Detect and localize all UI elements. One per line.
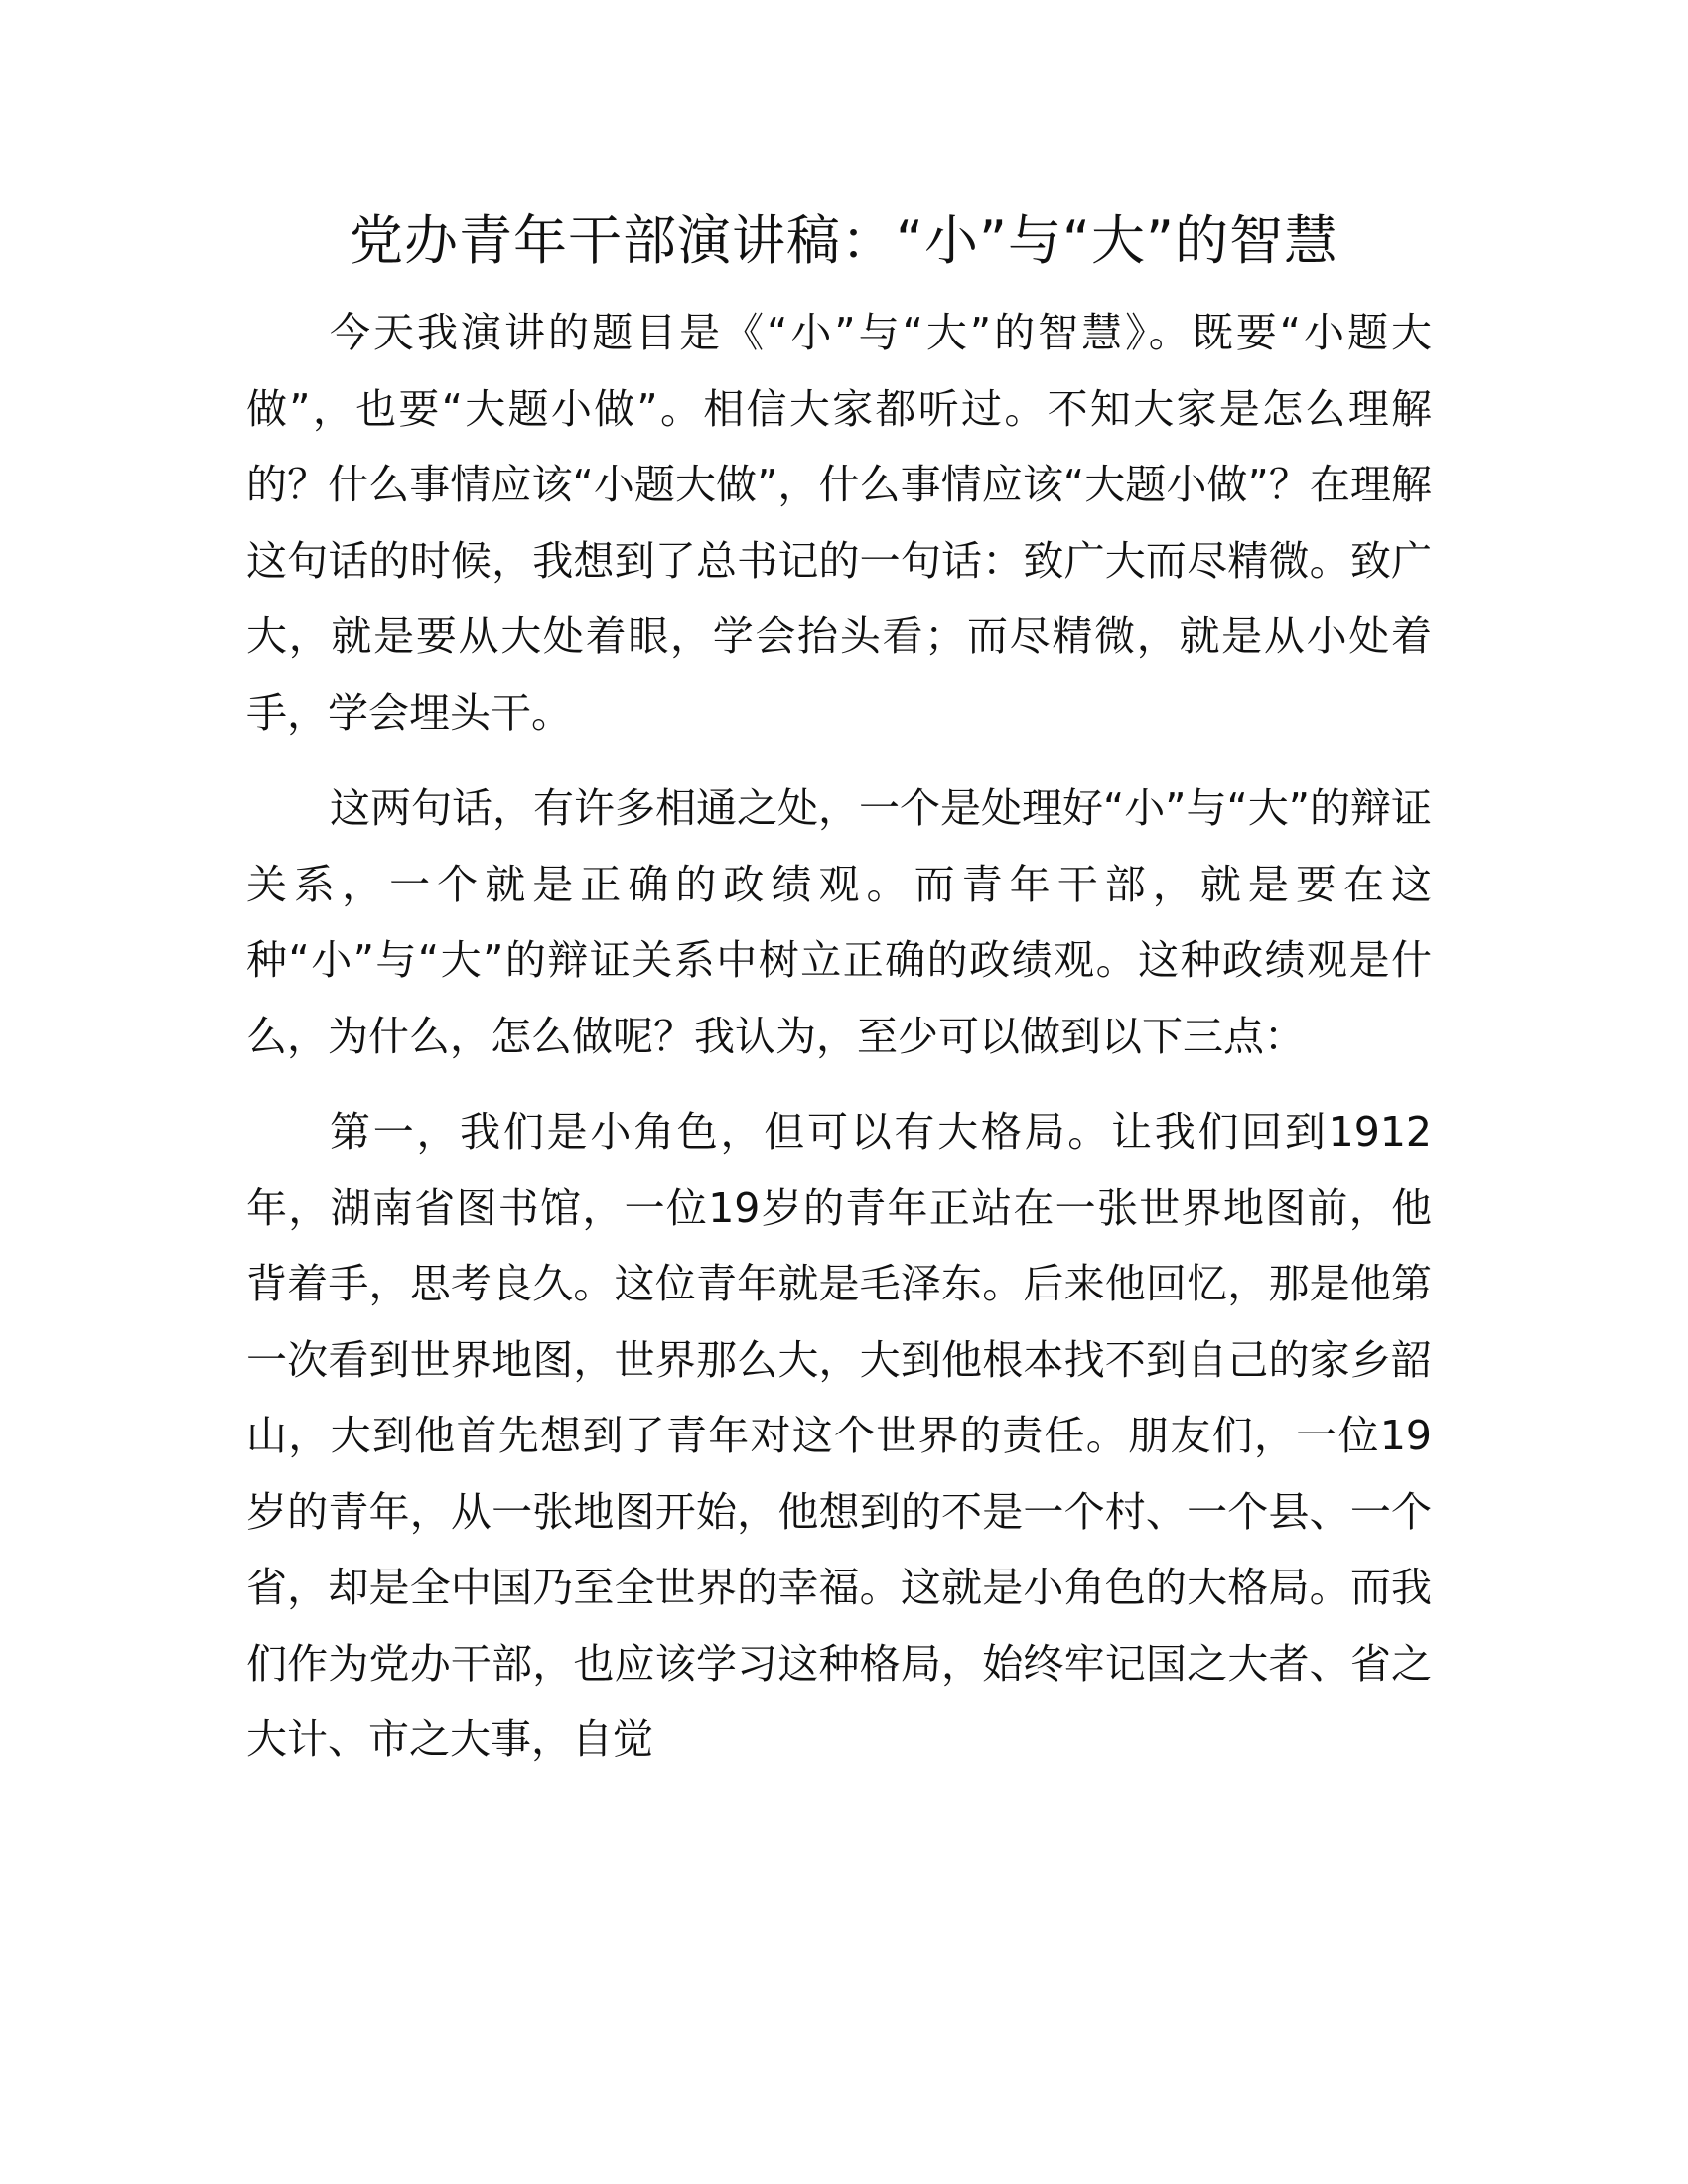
document-title: 党办青年干部演讲稿：“小”与“大”的智慧	[350, 209, 1338, 272]
paragraph-relation: 这两句话，有许多相通之处，一个是处理好“小”与“大”的辩证关系，一个就是正确的政绩观。而青年干部，就是要在这种“小”与“大”的辩证关系中树立正确的政绩观。这种政绩观是什么，为什么，怎么做呢？我认为，至少可以做到以下三点：	[246, 784, 1432, 1060]
paragraph-intro: 今天我演讲的题目是《“小”与“大”的智慧》。既要“小题大做”，也要“大题小做”。相信大家都听过。不知大家是怎么理解的？什么事情应该“小题大做”，什么事情应该“大题小做”？在理解这句话的时候，我想到了总书记的一句话：致广大而尽精微。致广大，就是要从大处着眼，学会抬头看；而尽精微，就是从小处着手，学会埋头干。	[246, 309, 1432, 737]
document-body	[246, 295, 1432, 1798]
paragraph-point-one: 第一，我们是小角色，但可以有大格局。让我们回到1912年，湖南省图书馆，一位19岁的青年正站在一张世界地图前，他背着手，思考良久。这位青年就是毛泽东。后来他回忆，那是他第一次看到世界地图，世界那么大，大到他根本找不到自己的家乡韶山，大到他首先想到了青年对这个世界的责任。朋友们，一位19岁的青年，从一张地图开始，他想到的不是一个村、一个县、一个省，却是全中国乃至全世界的幸福。这就是小角色的大格局。而我们作为党办干部，也应该学习这种格局，始终牢记国之大者、省之大计、市之大事，自觉	[246, 1108, 1432, 1763]
